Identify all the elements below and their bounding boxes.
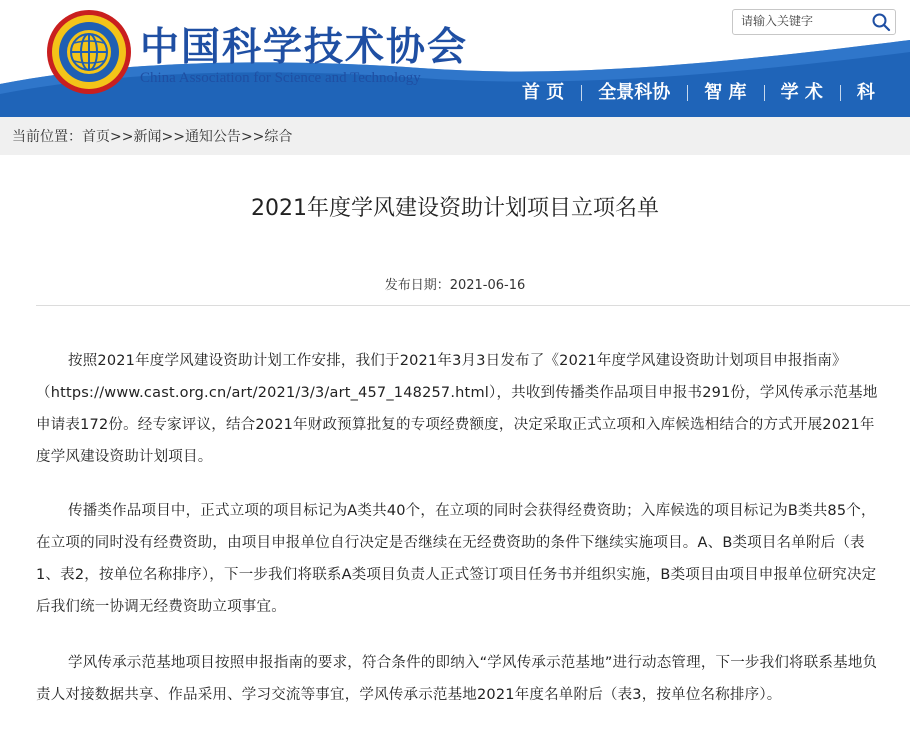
nav-item-overview[interactable]: 全景科协 — [581, 76, 687, 110]
nav-item-think-tank[interactable]: 智 库 — [687, 76, 763, 110]
search-input[interactable] — [741, 12, 861, 30]
breadcrumb-link-news[interactable]: 新闻 — [133, 129, 162, 145]
breadcrumb-prefix: 当前位置： — [12, 129, 82, 145]
nav-item-academic[interactable]: 学 术 — [764, 76, 840, 110]
breadcrumb-separator: >> — [161, 129, 185, 145]
breadcrumb-bar — [0, 117, 910, 155]
breadcrumb-separator: >> — [240, 129, 265, 145]
breadcrumb — [12, 126, 292, 146]
article-title: 2021年度学风建设资助计划项目立项名单 — [251, 196, 659, 221]
breadcrumb-link-general[interactable]: 综合 — [264, 129, 293, 145]
title-divider — [36, 305, 910, 306]
site-header — [0, 0, 910, 117]
breadcrumb-separator: >> — [110, 129, 134, 145]
article-paragraph-2: 传播类作品项目中，正式立项的项目标记为A类共40个，在立项的同时会获得经费资助；入库候选的项目标记为B类共85个，在立项的同时没有经费资助，由项目申报单位自行决定是否继续在无经费资助的条件下继续实施项目。A、B类项目名单附后（表1、表2，按单位名称排序），下一步我们将联系A类项目负责人正式签订项目任务书并组织实施，B类项目由项目申报单位研究决定后我们统一协调无经费资助立项事宜。 — [36, 503, 877, 615]
main-nav — [505, 76, 892, 110]
brand-name-en[interactable]: China Association for Science and Technology — [140, 70, 421, 86]
article-paragraph-1: 按照2021年度学风建设资助计划工作安排，我们于2021年3月3日发布了《2021年度学风建设资助计划项目申报指南》（https://www.cast.org.cn/art/2021/3/3/art_457_148257.html），共收到传播类作品项目申报书291份，学风传承示范基地申请表172份。经专家评议，结合2021年财政预算批复的专项经费额度，决定采取正式立项和入库候选相结合的方式开展2021年度学风建设资助计划项目。 — [36, 353, 878, 465]
article-paragraph-3: 学风传承示范基地项目按照申报指南的要求，符合条件的即纳入“学风传承示范基地”进行动态管理，下一步我们将联系基地负责人对接数据共享、作品采用、学习交流等事宜，学风传承示范基地2021年度名单附后（表3，按单位名称排序）。 — [36, 655, 878, 703]
search-box — [732, 9, 896, 35]
nav-item-science[interactable]: 科 — [840, 76, 892, 110]
breadcrumb-link-home[interactable]: 首页 — [82, 129, 110, 145]
publish-date-label: 发布日期： — [384, 278, 450, 293]
article-content — [0, 155, 910, 753]
publish-date — [0, 274, 910, 293]
cast-emblem-icon[interactable] — [46, 9, 132, 95]
publish-date-value: 2021-06-16 — [449, 278, 526, 293]
search-icon[interactable] — [871, 12, 891, 32]
breadcrumb-link-notices[interactable]: 通知公告 — [184, 129, 241, 145]
nav-item-home[interactable]: 首 页 — [522, 82, 565, 103]
brand-name-cn[interactable]: 中国科学技术协会 — [140, 24, 469, 70]
